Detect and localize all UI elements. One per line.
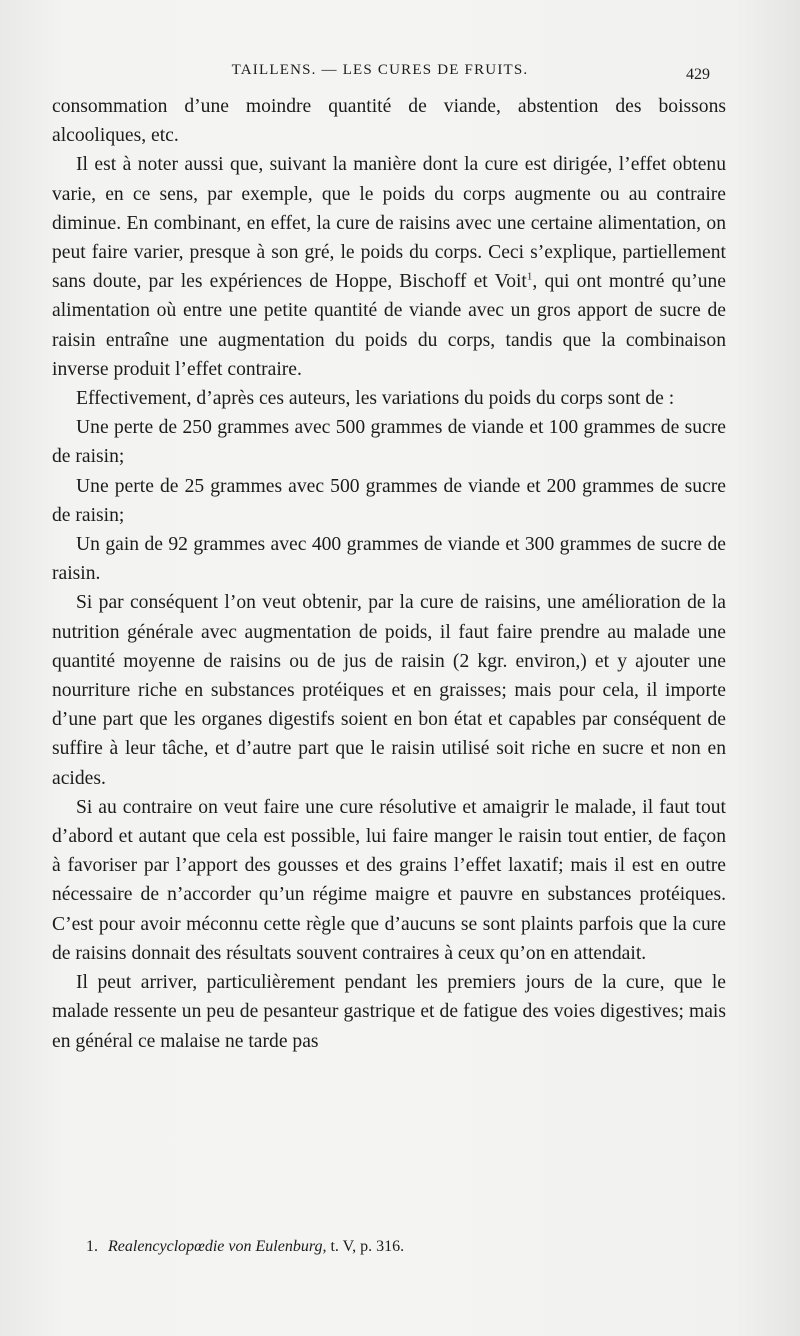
body-text (52, 92, 726, 1056)
paragraph-4: Si par conséquent l’on veut obtenir, par la cure de raisins, une amélioration de la nutrition générale avec augmentation de poids, il faut faire prendre au malade une quantité moyenne de raisins ou de jus de raisin (2 kgr. environ,) et y ajouter une nourriture riche en substances protéiques et en graisses; mais pour cela, il importe d’une part que les organes digestifs soient en bon état et capables par conséquent de suffire à leur tâche, et d’autre part que le raisin utilisé soit riche en sucre et non en acides. (52, 592, 726, 789)
list-item-1: Une perte de 250 grammes avec 500 grammes de viande et 100 grammes de sucre de raisin; (52, 417, 726, 468)
list-item-3: Un gain de 92 grammes avec 400 grammes de viande et 300 grammes de sucre de raisin. (52, 534, 726, 585)
paragraph-2-continuation: , qui ont montré (532, 271, 665, 293)
footnote-reference: 1 (526, 270, 533, 283)
paragraph-1: consommation d’une moindre quantité de viande, abstention des boissons alcooliques, etc. (52, 96, 726, 147)
paragraph-2-text: Il est à noter aussi que, suivant la manière dont la cure est dirigée, l’effet obtenu varie, en ce sens, par exemple, que le poids du corps augmente ou au contraire diminue. En combinant, en effet, la cure de raisins avec une certaine alimentation, on peut faire varier, presque à son gré, le poids du corps. Ceci s’explique, partiellement sans doute, par les expériences de Hoppe, Bischoff et Voit (52, 154, 726, 293)
page-header (50, 60, 710, 86)
page-number: 429 (686, 66, 710, 83)
running-head: TAILLENS. — LES CURES DE FRUITS. (231, 62, 529, 78)
paragraph-6: Il peut arriver, particulièrement pendant les premiers jours de la cure, que le malade ressente un peu de pesanteur gastrique et de fatigue des voies digestives; mais en général ce malaise ne tarde pas (52, 972, 726, 1052)
paragraph-3: Effectivement, d’après ces auteurs, les variations du poids du corps sont de : (76, 388, 675, 410)
footnote-source-title: Realencyclopœdie von Eulenburg, (108, 1238, 327, 1255)
footnote-marker: 1. (86, 1238, 98, 1255)
paragraph-5: Si au contraire on veut faire une cure résolutive et amaigrir le malade, il faut tout d’abord et autant que cela est possible, lui faire manger le raisin tout entier, de façon à favoriser par l’apport des gousses et des grains l’effet laxatif; mais il est en outre nécessaire de n’accorder qu’un régime maigre et pauvre en substances protéiques. C’est pour avoir méconnu cette règle que d’aucuns se sont plaints parfois que la cure de raisins donnait des résultats souvent contraires à ceux qu’on en attendait. (52, 796, 726, 964)
footnote (86, 1236, 726, 1258)
paragraph-2-end: qu’une alimentation où entre une petite quantité de viande avec un gros apport de sucre de raisin entraîne une augmentation du poids du corps, tandis que la combinaison inverse produit l’effet contraire. (52, 271, 727, 380)
footnote-source-detail: t. V, p. 316. (326, 1238, 405, 1255)
list-item-2: Une perte de 25 grammes avec 500 grammes de viande et 200 grammes de sucre de raisin; (52, 475, 726, 526)
paragraph-2 (52, 150, 726, 384)
